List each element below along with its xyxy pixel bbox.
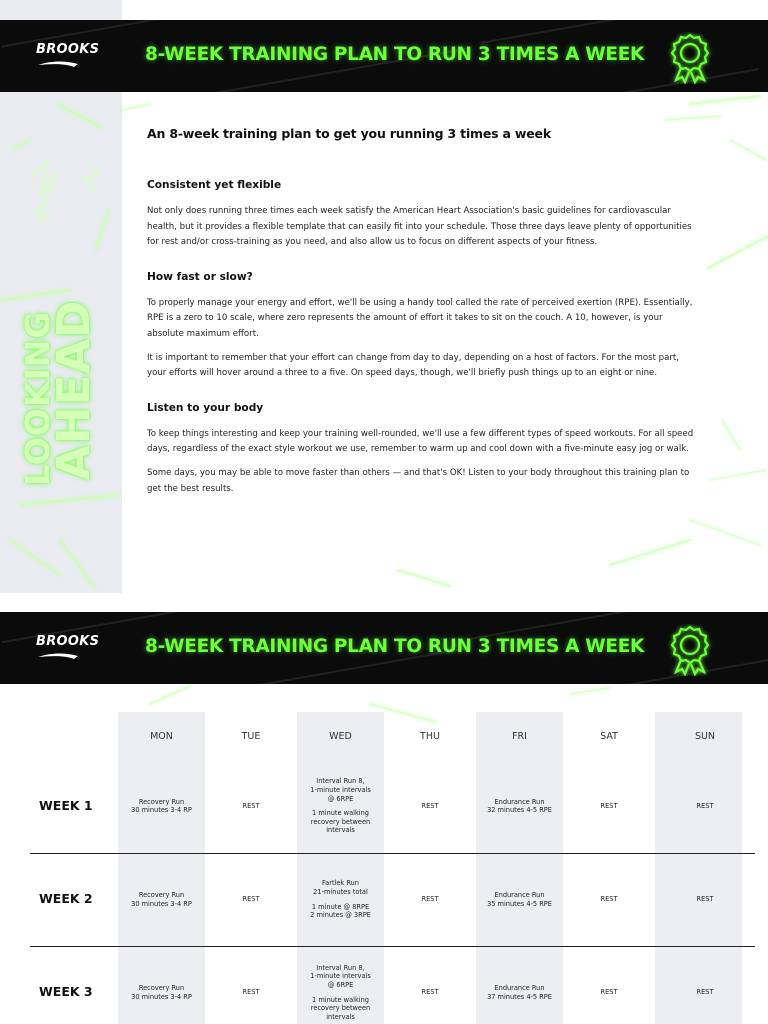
- section-paragraph: It is important to remember that your effort can change from day to day, depending on a host of factors. For the most part, your efforts will hover around a three to a five. On speed days, though, we'll briefly push things up to an eight or nine.: [147, 352, 680, 379]
- workout-cell: REST: [655, 760, 755, 853]
- day-header-tue: TUE: [241, 730, 261, 742]
- banner-title: 8-WEEK TRAINING PLAN TO RUN 3 TIMES A WEEK: [145, 44, 645, 65]
- corner-cell: [30, 712, 118, 760]
- workout-cell: REST: [655, 853, 755, 946]
- ahead-label: AHEAD: [47, 299, 100, 480]
- table-row: [30, 946, 755, 1024]
- banner-title: 8-WEEK TRAINING PLAN TO RUN 3 TIMES A WEEK: [145, 636, 645, 657]
- workout-cell: REST: [384, 760, 476, 853]
- training-plan-table: [30, 712, 755, 1024]
- brooks-logo: [36, 634, 99, 661]
- day-header-mon: MON: [150, 730, 173, 742]
- workout-cell: REST: [563, 946, 655, 1024]
- workout-cell: REST: [205, 760, 297, 853]
- workout-cell: REST: [205, 946, 297, 1024]
- workout-cell: Recovery Run 30 minutes 3-4 RP: [118, 760, 205, 853]
- table-header-row: [30, 712, 755, 760]
- week-label: WEEK 2: [30, 853, 118, 946]
- page-two: [0, 612, 768, 1024]
- workout-cell: Endurance Run 37 minutes 4-5 RPE: [476, 946, 563, 1024]
- section-paragraph: Some days, you may be able to move faster than others — and that's OK! Listen to your body throughout this training plan to get the best results.: [147, 467, 690, 494]
- section-heading-how-fast: How fast or slow?: [147, 270, 253, 283]
- week-label: WEEK 1: [30, 760, 118, 853]
- award-ribbon-icon: [664, 32, 716, 84]
- week-label: WEEK 3: [30, 946, 118, 1024]
- section-paragraph: To properly manage your energy and effort, we'll be using a handy tool called the rate of perceived exertion (RPE). Essentially, RPE is a zero to 10 scale, where zero represents the amount of effort it takes to sit on the couch. A 10, however, is your absolute maximum effort.: [147, 297, 693, 339]
- workout-cell: REST: [563, 853, 655, 946]
- workout-cell: REST: [655, 946, 755, 1024]
- day-header-thu: THU: [420, 730, 440, 742]
- workout-cell: Fartlek Run 21-minutes total 1 minute @ 8RPE 2 minutes @ 3RPE: [297, 853, 384, 946]
- section-paragraph: Not only does running three times each week satisfy the American Heart Association's basic guidelines for cardiovascular health, but it provides a flexible template that can easily fit into your schedule. Those three days leave plenty of opportunities for rest and/or cross-training as you need, and also allow us to focus on different aspects of your fitness.: [147, 206, 692, 248]
- brooks-logo-text: BROOKS: [36, 634, 100, 649]
- workout-cell: Endurance Run 32 minutes 4-5 RPE: [476, 760, 563, 853]
- article-title: An 8-week training plan to get you running 3 times a week: [147, 126, 551, 141]
- workout-cell: REST: [384, 946, 476, 1024]
- workout-cell: Recovery Run 30 minutes 3-4 RP: [118, 946, 205, 1024]
- day-header-sun: SUN: [694, 730, 716, 742]
- training-plan-table-wrapper: [30, 712, 755, 1024]
- table-row: [30, 853, 755, 946]
- brooks-logo: [36, 42, 99, 69]
- brooks-swoosh-icon: [36, 59, 80, 69]
- brooks-swoosh-icon: [36, 651, 80, 661]
- day-header-wed: WED: [329, 730, 352, 742]
- day-header-fri: FRI: [512, 730, 527, 742]
- workout-cell: REST: [384, 853, 476, 946]
- workout-cell: Endurance Run 35 minutes 4-5 RPE: [476, 853, 563, 946]
- section-paragraph: To keep things interesting and keep your training well-rounded, we'll use a few different types of speed workouts. For all speed days, regardless of the exact style workout we use, remember to warm up and cool down with a five-minute easy jog or walk.: [147, 428, 694, 455]
- workout-cell: Interval Run 8, 1-minute intervals @ 6RPE 1 minute walking recovery between intervals: [297, 760, 384, 853]
- workout-cell: REST: [205, 853, 297, 946]
- workout-cell: Recovery Run 30 minutes 3-4 RP: [118, 853, 205, 946]
- looking-label: LOOKING: [18, 310, 57, 486]
- workout-cell: Interval Run 8, 1-minute intervals @ 6RPE 1 minute walking recovery between intervals: [297, 946, 384, 1024]
- intro-article: [147, 126, 695, 505]
- looking-ahead-text: [18, 299, 100, 486]
- workout-cell: REST: [563, 760, 655, 853]
- header-banner: [0, 20, 768, 92]
- award-ribbon-icon: [664, 624, 716, 676]
- day-header-sat: SAT: [600, 730, 618, 742]
- brooks-logo-text: BROOKS: [36, 42, 100, 57]
- section-heading-listen: Listen to your body: [147, 401, 264, 414]
- section-heading-consistent: Consistent yet flexible: [147, 179, 282, 191]
- table-row: [30, 760, 755, 853]
- header-banner: [0, 612, 768, 684]
